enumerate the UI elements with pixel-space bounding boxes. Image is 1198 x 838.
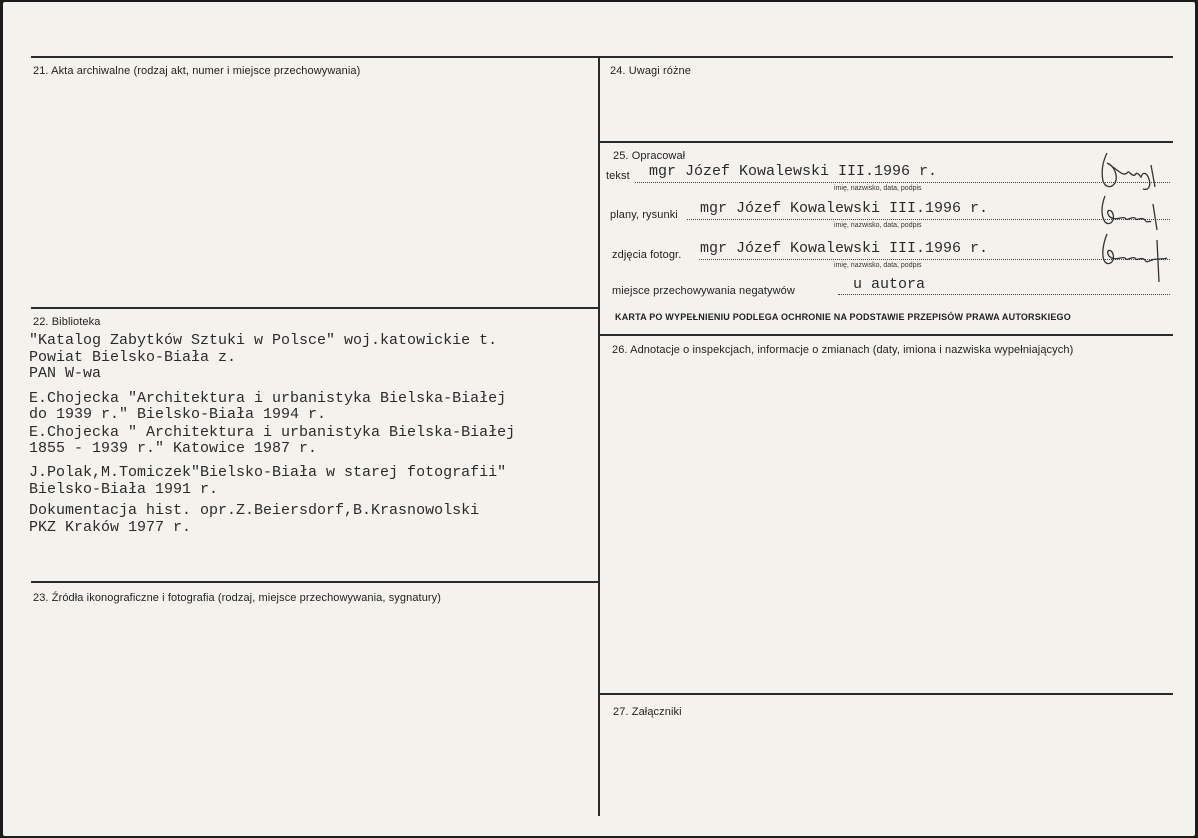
- rule-26-27: [600, 693, 1173, 695]
- rule-24-25: [600, 141, 1173, 143]
- rule-22-23: [31, 581, 598, 583]
- section-21-label: 21. Akta archiwalne (rodzaj akt, numer i miejsce przechowywania): [33, 65, 361, 77]
- zdjecia-value: mgr Józef Kowalewski III.1996 r.: [700, 240, 989, 257]
- library-entry: Powiat Bielsko-Biała z.: [29, 349, 237, 366]
- signature-tekst: [1093, 147, 1165, 193]
- negatywy-value: u autora: [853, 276, 926, 293]
- plany-value: mgr Józef Kowalewski III.1996 r.: [700, 200, 989, 217]
- signature-plany: [1093, 192, 1165, 234]
- top-rule: [31, 56, 1173, 58]
- section-26-label: 26. Adnotacje o inspekcjach, informacje o zmianach (daty, imiona i nazwiska wypełniających): [612, 344, 1074, 356]
- zdjecia-caption: imię, nazwisko, data, podpis: [834, 262, 922, 269]
- library-entry: PAN W-wa: [29, 365, 102, 382]
- section-22-label: 22. Biblioteka: [33, 316, 101, 328]
- library-entry: Bielsko-Biała 1991 r.: [29, 481, 219, 498]
- library-entry: PKZ Kraków 1977 r.: [29, 519, 192, 536]
- rule-25-26: [600, 334, 1173, 336]
- library-entry: E.Chojecka " Architektura i urbanistyka Bielska-Białej: [29, 424, 516, 441]
- library-entry: Dokumentacja hist. opr.Z.Beiersdorf,B.Krasnowolski: [29, 502, 480, 519]
- tekst-label: tekst: [606, 170, 630, 182]
- section-23-label: 23. Źródła ikonograficzne i fotografia (rodzaj, miejsce przechowywania, sygnatury): [33, 592, 442, 604]
- section-25-label: 25. Opracował: [613, 150, 686, 162]
- plany-caption: imię, nazwisko, data, podpis: [834, 222, 922, 229]
- negatywy-line: [838, 294, 1170, 295]
- center-divider: [598, 56, 600, 816]
- signature-zdjecia: [1093, 230, 1173, 284]
- negatywy-label: miejsce przechowywania negatywów: [612, 285, 795, 297]
- library-entry: J.Polak,M.Tomiczek"Bielsko-Biała w starej fotografii": [29, 464, 507, 481]
- library-entry: do 1939 r." Bielsko-Biała 1994 r.: [29, 406, 327, 423]
- library-entry: "Katalog Zabytków Sztuki w Polsce" woj.katowickie t.: [29, 332, 498, 349]
- tekst-value: mgr Józef Kowalewski III.1996 r.: [649, 163, 938, 180]
- copyright-warning: KARTA PO WYPEŁNIENIU PODLEGA OCHRONIE NA PODSTAWIE PRZEPISÓW PRAWA AUTORSKIEGO: [615, 312, 1071, 322]
- archival-record-card: [3, 2, 1195, 836]
- library-entry: 1855 - 1939 r." Katowice 1987 r.: [29, 440, 318, 457]
- library-entry: E.Chojecka "Architektura i urbanistyka Bielska-Białej: [29, 390, 507, 407]
- plany-label: plany, rysunki: [610, 209, 678, 221]
- section-24-label: 24. Uwagi różne: [610, 65, 691, 77]
- section-27-label: 27. Załączniki: [613, 706, 682, 718]
- tekst-caption: imię, nazwisko, data, podpis: [834, 185, 922, 192]
- tekst-line: [635, 182, 1170, 183]
- rule-21-22: [31, 307, 598, 309]
- zdjecia-label: zdjęcia fotogr.: [612, 249, 682, 261]
